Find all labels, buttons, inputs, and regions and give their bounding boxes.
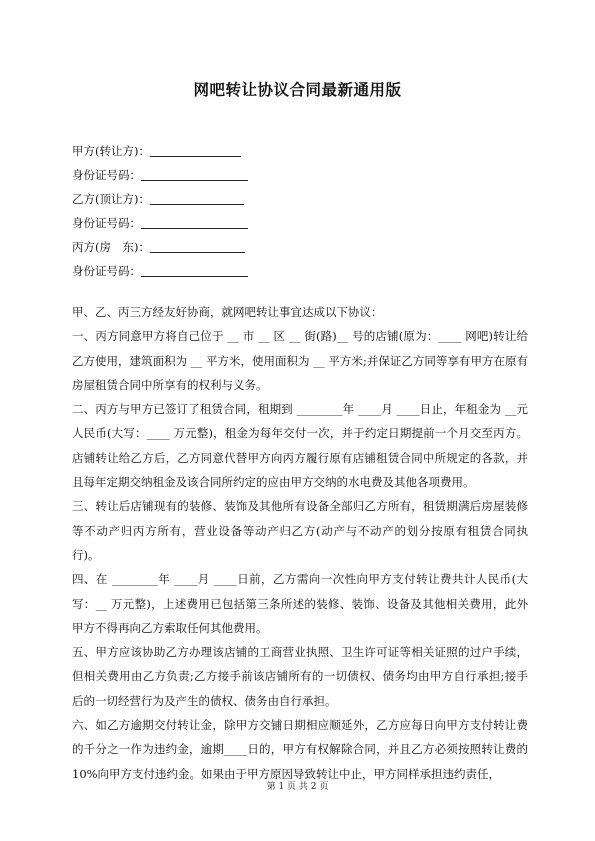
party-b-row (72, 191, 244, 207)
clause-4: 四、在 ________年 ____月 ____日前，乙方需向一次性向甲方支付转让费共计人民币(大写：__ 万元整)，上述费用已包括第三条所述的装修、装饰、设备及其他相关费用，此外甲方不得再向乙方索取任何其他费用。 (72, 572, 528, 635)
party-a-blank (150, 144, 241, 157)
party-a-label: 甲方(转让方)： (72, 144, 150, 158)
party-c-blank (150, 240, 245, 253)
intro-paragraph: 甲、乙、丙三方经友好协商，就网吧转让事宜达成以下协议： (72, 305, 383, 319)
party-a-id-label: 身份证号码： (72, 168, 141, 182)
party-c-id-blank (141, 264, 248, 277)
clause-5: 五、甲方应该协助乙方办理该店铺的工商营业执照、卫生许可证等相关证照的过户手续，但相关费用由乙方负责;乙方接手前该店铺所有的一切债权、债务均由甲方自行承担;接手后的一切经营行为及产生的债权、债务由自行承担。 (72, 645, 528, 708)
party-c-row (72, 239, 245, 255)
clause-2: 二、丙方与甲方已签订了租赁合同，租期到 ________年 ____月 ____日止，年租金为 __元人民币(大写：____ 万元整)，租金为每年交付一次，并于约定日期提前一个月交至丙方。店铺转让给乙方后，乙方同意代替甲方向丙方履行原有店铺租赁合同中所规定的各款，并且每年定期交纳租金及该合同所约定的应由甲方交纳的水电费及其他各项费用。 (72, 402, 528, 490)
page-number: 第 1 页 共 2 页 (266, 782, 329, 792)
party-a-id-blank (141, 168, 248, 181)
agreement-body (72, 300, 528, 786)
party-c-label: 丙方(房 东)： (72, 240, 150, 254)
clause-3: 三、转让后店铺现有的装修、装饰及其他所有设备全部归乙方所有，租赁期满后房屋装修等不动产归丙方所有，营业设备等动产归乙方(动产与不动产的划分按原有租赁合同执行)。 (72, 499, 528, 562)
party-b-label: 乙方(顶让方)： (72, 192, 150, 206)
party-b-blank (150, 192, 244, 205)
party-b-id-row (72, 215, 248, 231)
clause-6: 六、如乙方逾期交付转让金，除甲方交铺日期相应顺延外，乙方应每日向甲方支付转让费的千分之一作为违约金，逾期____日的，甲方有权解除合同，并且乙方必须按照转让费的 10%向甲方支付违约金。如果由于甲方原因导致转让中止，甲方同样承担违约责任， (72, 718, 528, 781)
party-b-id-blank (141, 216, 248, 229)
party-a-id-row (72, 167, 248, 183)
party-b-id-label: 身份证号码： (72, 216, 141, 230)
clause-1: 一、丙方同意甲方将自己位于 __ 市 __ 区 __ 街(路)__ 号的店铺(原为：____ 网吧)转让给乙方使用，建筑面积为 __ 平方米，使用面积为 __ 平方米;并保证乙方同等享有甲方在原有房屋租赁合同中所享有的权利与义务。 (72, 329, 528, 392)
party-c-id-row (72, 263, 248, 279)
document-title: 网吧转让协议合同最新通用版 (193, 81, 402, 99)
party-c-id-label: 身份证号码： (72, 264, 141, 278)
party-a-row (72, 143, 241, 159)
